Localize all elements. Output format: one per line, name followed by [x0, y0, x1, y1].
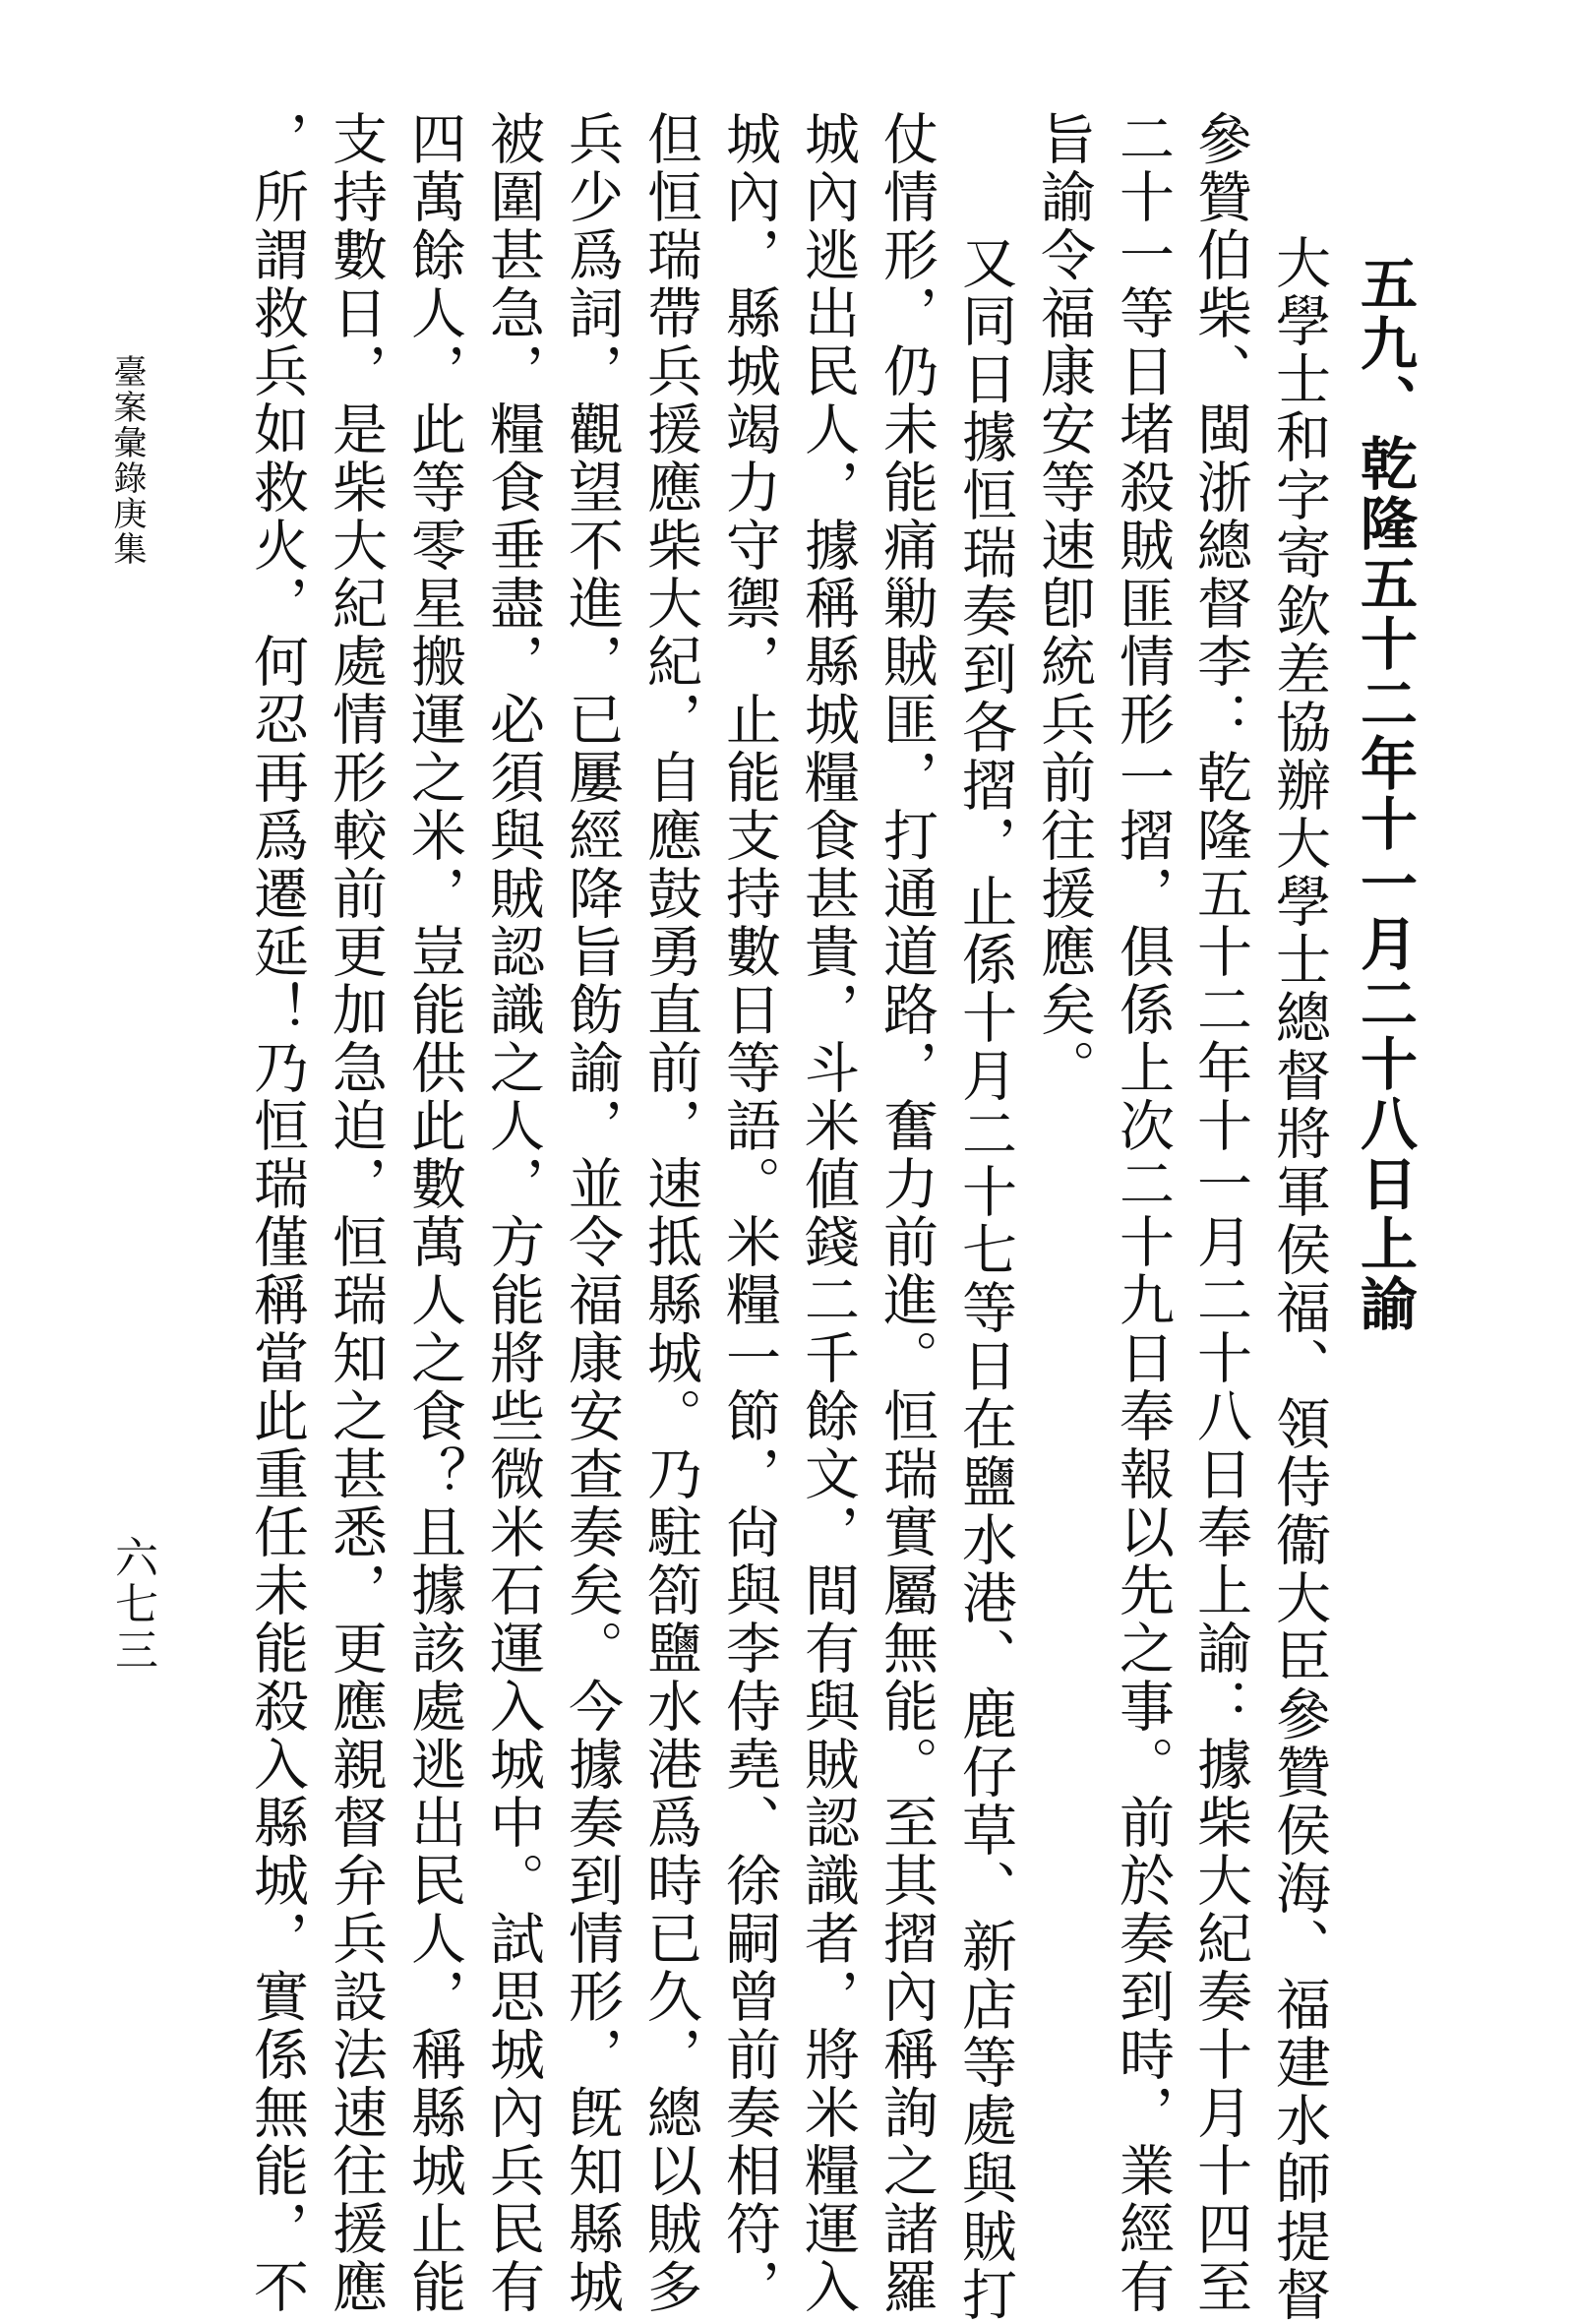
text-column-6: 仗情形，仍未能痛勦賊匪，打通道路，奮力前進。恒瑞實屬無能。至其摺內稱詢之諸羅: [875, 110, 938, 2316]
text-column-2: 參贊伯柴、閩浙總督李：乾隆五十二年十一月二十八日奉上諭：據柴大紀奏十月十四至: [1188, 110, 1252, 2316]
document-heading: 五九、乾隆五十二年十一月二十八日上諭: [1351, 254, 1418, 1334]
text-column-5: 又同日據恒瑞奏到各摺，止係十月二十七等日在鹽水港、鹿仔草、新店等處與賊打: [953, 234, 1017, 2324]
page-number: 六七三: [107, 1535, 157, 1674]
text-column-1: 大學士和字寄欽差協辦大學士總督將軍侯福、領侍衞大臣參贊侯海、福建水師提督: [1267, 234, 1331, 2324]
text-column-3: 二十一等日堵殺賊匪情形一摺，俱係上次二十九日奉報以先之事。前於奏到時，業經有: [1111, 110, 1175, 2316]
text-column-8: 城內，縣城竭力守禦，止能支持數日等語。米糧一節，尙與李侍堯、徐嗣曾前奏相符，: [717, 110, 781, 2316]
text-column-4: 旨諭令福康安等速卽統兵前往援應矣。: [1032, 110, 1096, 1097]
text-column-14: ，所謂救兵如救火，何忍再爲遷延！乃恒瑞僅稱當此重任未能殺入縣城，實係無能，不: [245, 110, 309, 2316]
book-title-footer: 臺案彙錄庚集: [107, 354, 147, 567]
text-column-11: 被圍甚急，糧食垂盡，必須與賊認識之人，方能將些微米石運入城中。試思城內兵民有: [481, 110, 545, 2316]
text-column-9: 但恒瑞帶兵援應柴大紀，自應鼓勇直前，速抵縣城。乃駐箚鹽水港爲時已久，總以賊多: [638, 110, 702, 2316]
text-column-12: 四萬餘人，此等零星搬運之米，豈能供此數萬人之食？且據該處逃出民人，稱縣城止能: [402, 110, 466, 2316]
text-column-7: 城內逃出民人，據稱縣城糧食甚貴，斗米値錢二千餘文，間有與賊認識者，將米糧運入: [796, 110, 860, 2316]
text-column-13: 支持數日，是柴大紀處情形較前更加急迫，恒瑞知之甚悉，更應親督弁兵設法速往援應: [324, 110, 388, 2316]
text-column-10: 兵少爲詞，觀望不進，已屢經降旨飭諭，並令福康安查奏矣。今據奏到情形，旣知縣城: [560, 110, 624, 2316]
